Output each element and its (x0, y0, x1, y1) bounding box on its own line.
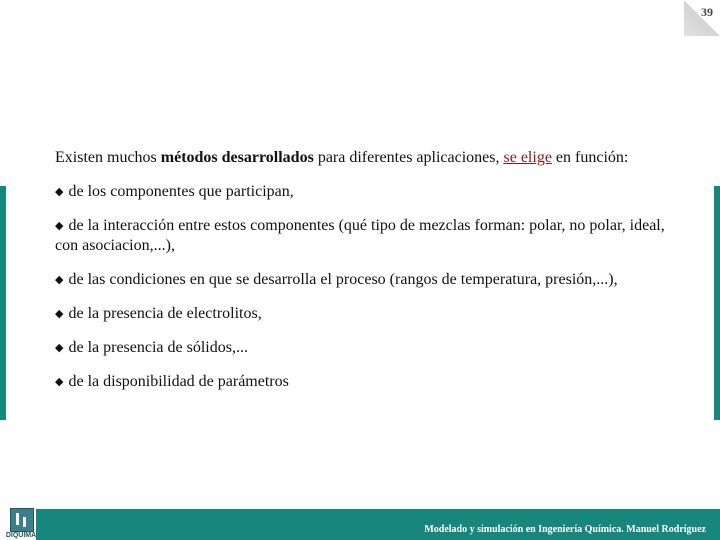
right-side-bar (714, 186, 720, 420)
intro-text-1: Existen muchos (55, 149, 161, 166)
bullet-text: de la disponibilidad de parámetros (68, 373, 289, 390)
logo-text: DIQUIMA (5, 532, 37, 539)
left-side-bar (0, 186, 6, 420)
bullet-text: de los componentes que participan, (68, 183, 294, 200)
intro-text-3: en función: (551, 149, 629, 166)
diamond-bullet-icon: ◆ (55, 220, 64, 232)
slide-content (55, 148, 675, 406)
intro-accent-text: se elige (503, 149, 552, 166)
diquima-logo (4, 508, 38, 540)
bullet-text: de la interacción entre estos componentes (qué tipo de mezclas forman: polar, no polar, ideal, con asociacion,...), (55, 217, 665, 254)
footer-bar (36, 509, 720, 540)
bullet-text: de las condiciones en que se desarrolla el proceso (rangos de temperatura, presión,...), (68, 271, 618, 288)
logo-mark-icon (10, 508, 34, 532)
page-number: 39 (701, 5, 713, 19)
diamond-bullet-icon: ◆ (55, 342, 64, 354)
footer-text: Modelado y simulación en Ingeniería Química. Manuel Rodríguez (424, 524, 706, 535)
bullet-item (55, 270, 675, 290)
bullet-item (55, 338, 675, 358)
diamond-bullet-icon: ◆ (55, 274, 64, 286)
bullet-item (55, 182, 675, 202)
intro-paragraph (55, 148, 675, 168)
bullet-text: de la presencia de sólidos,... (68, 339, 248, 356)
intro-bold-text: métodos desarrollados (160, 149, 314, 166)
diamond-bullet-icon: ◆ (55, 376, 64, 388)
intro-text-2: para diferentes aplicaciones, (313, 149, 504, 166)
bullet-text: de la presencia de electrolitos, (68, 305, 262, 322)
bullet-item (55, 372, 675, 392)
bullet-item (55, 304, 675, 324)
diamond-bullet-icon: ◆ (55, 186, 64, 198)
bullet-item (55, 216, 675, 256)
diamond-bullet-icon: ◆ (55, 308, 64, 320)
